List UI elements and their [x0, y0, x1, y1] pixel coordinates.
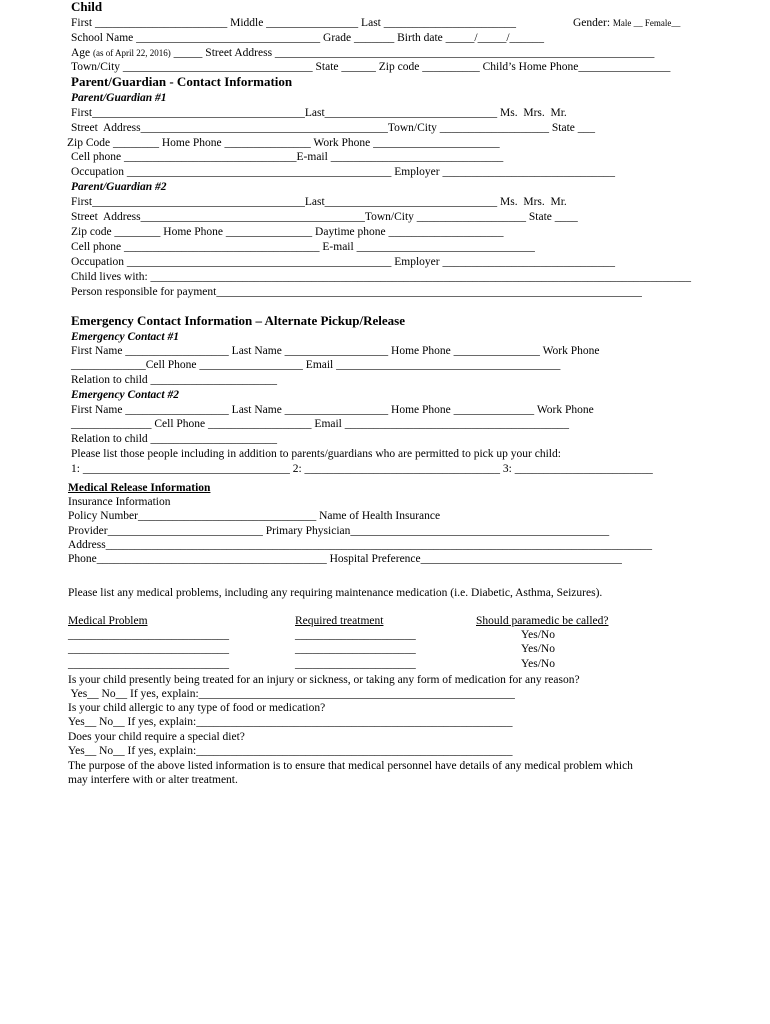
purpose-statement-line2: may interfere with or alter treatment.: [68, 774, 238, 786]
emergency2-cell-line[interactable]: ______________ Cell Phone __________________ Email _______________________________________: [71, 418, 570, 430]
medical-row-paramedic[interactable]: Yes/No: [521, 658, 555, 670]
medical-row-paramedic[interactable]: Yes/No: [521, 643, 555, 655]
guardian2-occupation-line[interactable]: Occupation ______________________________________________ Employer ______________________________: [71, 256, 615, 268]
payment-responsible-line[interactable]: Person responsible for payment__________________________________________________________________________: [71, 286, 642, 298]
question-diet: Does your child require a special diet?: [68, 731, 245, 743]
question-allergy: Is your child allergic to any type of food or medication?: [68, 702, 326, 714]
purpose-statement-line1: The purpose of the above listed information is to ensure that medical personnel have details of any medical problem which: [68, 760, 633, 772]
medical-heading: Medical Release Information: [68, 482, 211, 494]
guardian1-street-line[interactable]: Street Address___________________________________________Town/City ___________________ State ___: [71, 122, 596, 134]
child-lives-with-line[interactable]: Child lives with: ______________________________________________________________________________________________: [71, 271, 692, 283]
insurance-label: Insurance Information: [68, 496, 171, 508]
guardian2-name-line[interactable]: First_____________________________________Last______________________________ Ms. Mrs. Mr.: [71, 196, 567, 208]
medical-row-treatment[interactable]: _____________________: [295, 629, 416, 641]
guardian1-occupation-line[interactable]: Occupation ______________________________________________ Employer ______________________________: [71, 166, 615, 178]
answer-diet-line[interactable]: Yes__ No__ If yes, explain:_______________________________________________________: [68, 745, 513, 757]
emergency1-name-line[interactable]: First Name __________________ Last Name __________________ Home Phone _______________ Work Phone: [71, 345, 600, 357]
medical-row-paramedic[interactable]: Yes/No: [521, 629, 555, 641]
col-medical-problem: Medical Problem: [68, 615, 148, 627]
medical-row-treatment[interactable]: _____________________: [295, 658, 416, 670]
guardian1-name-line[interactable]: First_____________________________________Last______________________________ Ms. Mrs. Mr.: [71, 107, 567, 119]
parent-heading: Parent/Guardian - Contact Information: [71, 74, 293, 89]
answer-allergy-line[interactable]: Yes__ No__ If yes, explain:_______________________________________________________: [68, 716, 513, 728]
emergency2-name-line[interactable]: First Name __________________ Last Name __________________ Home Phone ______________ Work Phone: [71, 404, 594, 416]
pickup-list-line[interactable]: 1: ____________________________________ 2: __________________________________ 3: ________________________: [71, 463, 653, 475]
child-name-line[interactable]: First _______________________ Middle ________________ Last _______________________: [71, 17, 516, 29]
policy-number-line[interactable]: Policy Number_______________________________ Name of Health Insurance: [68, 510, 441, 522]
guardian2-zip-line[interactable]: Zip code ________ Home Phone _______________ Daytime phone ____________________: [71, 226, 504, 238]
address-line[interactable]: Address_______________________________________________________________________________________________: [68, 539, 652, 551]
emergency1-title: Emergency Contact #1: [71, 331, 179, 343]
child-age-line[interactable]: Age (as of April 22, 2016) _____ Street Address __________________________________________________________________: [71, 47, 655, 59]
child-heading: Child: [71, 0, 103, 14]
col-required-treatment: Required treatment: [295, 615, 384, 627]
child-school-line[interactable]: School Name ________________________________ Grade _______ Birth date _____/_____/______: [71, 32, 545, 44]
guardian1-zip-line[interactable]: Zip Code ________ Home Phone _______________ Work Phone ______________________: [67, 137, 500, 149]
medical-row-problem[interactable]: ____________________________: [68, 629, 229, 641]
guardian1-cell-line[interactable]: Cell phone ______________________________E-mail ______________________________: [71, 151, 504, 163]
emergency1-relation-line[interactable]: Relation to child ______________________: [71, 374, 278, 386]
pickup-prompt: Please list those people including in addition to parents/guardians who are permitted to pick up your child:: [71, 448, 561, 460]
emergency2-title: Emergency Contact #2: [71, 389, 179, 401]
medical-row-problem[interactable]: ____________________________: [68, 643, 229, 655]
emergency1-cell-line[interactable]: _____________Cell Phone __________________ Email _______________________________________: [71, 359, 561, 371]
child-gender[interactable]: Gender: Male __ Female__: [573, 17, 681, 29]
answer-treatment-line[interactable]: Yes__ No__ If yes, explain:_______________________________________________________: [68, 688, 515, 700]
provider-line[interactable]: Provider___________________________ Primary Physician_____________________________________________: [68, 525, 610, 537]
medical-list-prompt: Please list any medical problems, including any requiring maintenance medication (i.e. Diabetic, Asthma, Seizures).: [68, 587, 603, 599]
guardian1-title: Parent/Guardian #1: [71, 92, 167, 104]
child-town-line[interactable]: Town/City _________________________________ State ______ Zip code __________ Child’s Home Phone________________: [71, 61, 671, 73]
guardian2-cell-line[interactable]: Cell phone __________________________________ E-mail _______________________________: [71, 241, 535, 253]
medical-row-treatment[interactable]: _____________________: [295, 643, 416, 655]
col-paramedic: Should paramedic be called?: [476, 615, 609, 627]
question-treatment: Is your child presently being treated for an injury or sickness, or taking any form of medication for any reason?: [68, 674, 580, 686]
emergency-heading: Emergency Contact Information – Alternate Pickup/Release: [71, 313, 405, 328]
emergency2-relation-line[interactable]: Relation to child ______________________: [71, 433, 278, 445]
phone-line[interactable]: Phone________________________________________ Hospital Preference___________________________________: [68, 553, 622, 565]
medical-row-problem[interactable]: ____________________________: [68, 658, 229, 670]
guardian2-title: Parent/Guardian #2: [71, 181, 167, 193]
guardian2-street-line[interactable]: Street Address_______________________________________Town/City ___________________ State ____: [71, 211, 578, 223]
